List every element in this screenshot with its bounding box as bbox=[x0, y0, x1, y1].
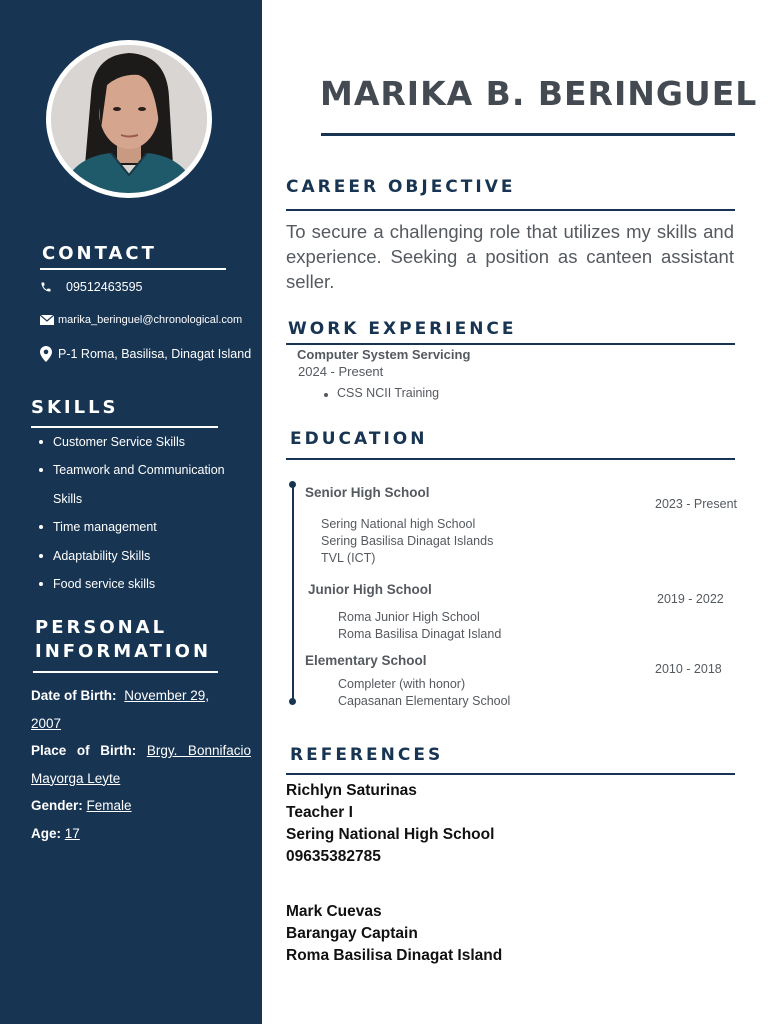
contact-heading: CONTACT bbox=[42, 243, 157, 264]
contact-email bbox=[40, 313, 242, 327]
ref1-org: Sering National High School bbox=[286, 826, 495, 843]
pob-row bbox=[31, 737, 251, 765]
pob-value: Brgy. Bonnifacio bbox=[146, 743, 251, 758]
sidebar bbox=[0, 0, 262, 1024]
work-experience-divider bbox=[286, 343, 735, 345]
junior-high-school-year: 2019 - 2022 bbox=[657, 592, 724, 606]
dob-row bbox=[31, 682, 251, 710]
personal-info bbox=[31, 682, 251, 847]
email-text: marika_beringuel@chronological.com bbox=[58, 314, 243, 326]
dob-label: Date of Birth: bbox=[31, 688, 117, 703]
skill-item: Teamwork and Communication bbox=[37, 456, 247, 484]
envelope-icon bbox=[40, 313, 58, 327]
age-row bbox=[31, 820, 251, 848]
resume-name: MARIKA B. BERINGUEL bbox=[320, 74, 758, 113]
contact-divider bbox=[40, 268, 226, 270]
work-bullet: CSS NCII Training bbox=[337, 386, 440, 400]
gender-row bbox=[31, 792, 251, 820]
career-objective-heading: CAREER OBJECTIVE bbox=[286, 177, 516, 197]
skill-item: Customer Service Skills bbox=[37, 428, 247, 456]
elementary-school-title: Elementary School bbox=[305, 653, 427, 668]
personal-heading-line1: PERSONAL bbox=[35, 617, 168, 638]
phone-icon bbox=[40, 280, 58, 294]
dob-value: November 29, bbox=[124, 688, 210, 703]
elementary-line-2: Capasanan Elementary School bbox=[338, 694, 511, 708]
elementary-line-1: Completer (with honor) bbox=[338, 677, 466, 691]
career-objective-divider bbox=[286, 209, 735, 211]
career-objective-text: To secure a challenging role that utilizes my skills and experience. Seeking a position as canteen assistant seller. bbox=[286, 221, 734, 292]
dob-value-year: 2007 bbox=[31, 715, 62, 731]
senior-high-school-year: 2023 - Present bbox=[655, 497, 737, 511]
education-divider bbox=[286, 458, 735, 460]
profile-photo-image bbox=[51, 45, 207, 193]
ref1-phone: 09635382785 bbox=[286, 848, 381, 865]
phone-text: 09512463595 bbox=[66, 280, 143, 294]
ref1-name: Richlyn Saturinas bbox=[286, 782, 417, 799]
gender-value: Female bbox=[86, 798, 132, 813]
skill-item: Adaptability Skills bbox=[37, 542, 247, 570]
age-value: 17 bbox=[64, 825, 80, 841]
skill-item-continuation: Skills bbox=[53, 491, 83, 506]
person-portrait-icon bbox=[51, 45, 207, 193]
timeline-dot-bottom bbox=[289, 698, 296, 705]
dob-row-cont bbox=[31, 710, 251, 738]
work-title: Computer System Servicing bbox=[297, 347, 471, 362]
ref2-title: Barangay Captain bbox=[286, 925, 418, 942]
pob-row-cont bbox=[31, 765, 251, 793]
personal-divider bbox=[33, 671, 218, 673]
ref2-name: Mark Cuevas bbox=[286, 903, 382, 920]
elementary-school-year: 2010 - 2018 bbox=[655, 662, 722, 676]
work-experience-heading: WORK EXPERIENCE bbox=[288, 319, 517, 339]
ref1-title: Teacher I bbox=[286, 804, 353, 821]
work-date: 2024 - Present bbox=[298, 364, 384, 379]
senior-high-school-title: Senior High School bbox=[305, 485, 430, 500]
name-divider bbox=[321, 133, 735, 136]
junior-line-1: Roma Junior High School bbox=[338, 610, 480, 624]
skill-item: Food service skills bbox=[37, 570, 247, 598]
pob-value-cont: Mayorga Leyte bbox=[31, 770, 121, 786]
ref2-org: Roma Basilisa Dinagat Island bbox=[286, 947, 503, 964]
junior-line-2: Roma Basilisa Dinagat Island bbox=[338, 627, 502, 641]
skill-item: Time management bbox=[37, 513, 247, 541]
senior-line-2: Sering Basilisa Dinagat Islands bbox=[321, 534, 494, 548]
personal-heading-line2: INFORMATION bbox=[35, 641, 212, 662]
gender-label: Gender: bbox=[31, 798, 83, 813]
pob-label: Place of Birth: bbox=[31, 743, 137, 758]
timeline-dot-top bbox=[289, 481, 296, 488]
skills-list bbox=[37, 428, 247, 598]
senior-line-3: TVL (ICT) bbox=[321, 551, 376, 565]
age-label: Age: bbox=[31, 825, 61, 841]
contact-address bbox=[40, 347, 251, 361]
profile-photo bbox=[46, 40, 212, 198]
junior-high-school-title: Junior High School bbox=[308, 582, 432, 597]
references-heading: REFERENCES bbox=[290, 745, 444, 765]
education-heading: EDUCATION bbox=[290, 429, 428, 449]
references-divider bbox=[286, 773, 735, 775]
senior-line-1: Sering National high School bbox=[321, 517, 476, 531]
location-pin-icon bbox=[40, 347, 56, 361]
contact-phone bbox=[40, 280, 142, 294]
address-text: P-1 Roma, Basilisa, Dinagat Island bbox=[58, 347, 252, 361]
skills-heading: SKILLS bbox=[31, 397, 119, 418]
education-timeline bbox=[292, 484, 294, 702]
